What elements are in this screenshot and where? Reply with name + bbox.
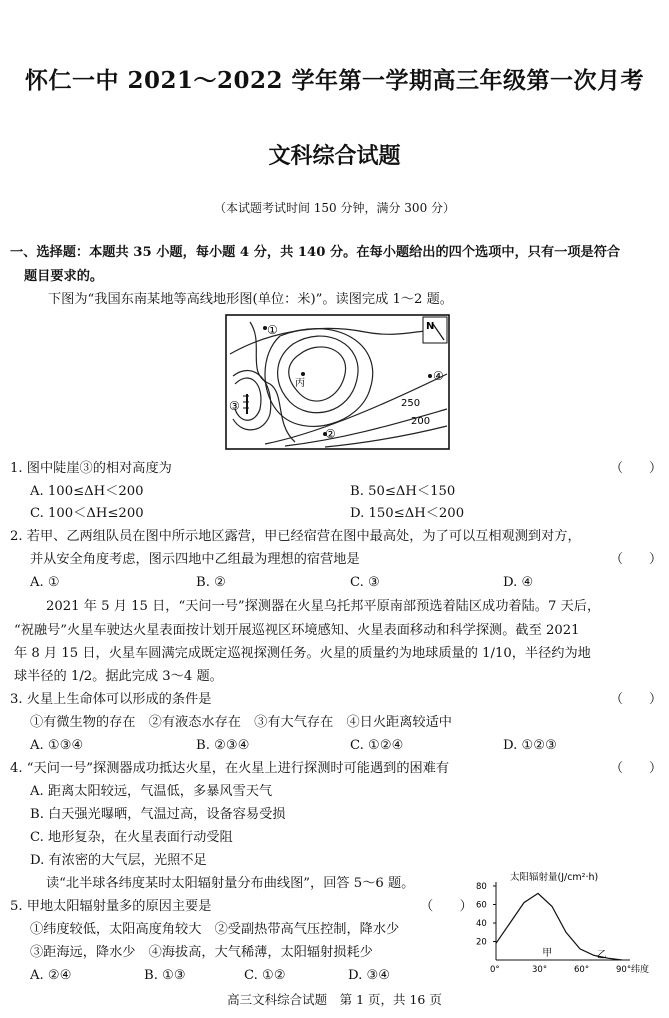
x-tick-label: 0° <box>490 965 500 975</box>
y-tick-label: 40 <box>476 919 487 929</box>
x-tick-label: 60° <box>574 965 590 975</box>
q2-option-d[interactable]: D. ④ <box>503 575 534 590</box>
x-tick-label: 90° <box>616 965 632 975</box>
y-tick-label: 60 <box>476 900 487 911</box>
peak-point <box>301 372 305 376</box>
q2-stem: 2. 若甲、乙两组队员在图中所示地区露营，甲已经宿营在图中最高处，为了可以互相观测到对方， <box>10 529 581 544</box>
q4-option-a[interactable]: A. 距离太阳较远，气温低，多暴风雪天气 <box>30 784 273 799</box>
y-tick-label: 20 <box>476 937 487 948</box>
q1-stem: 1. 图中陡崖③的相对高度为 <box>10 461 172 476</box>
site-label-1: ① <box>267 323 278 337</box>
q1-option-c[interactable]: C. 100＜ΔH≤200 <box>30 506 144 521</box>
q2-stem-cont: 并从安全角度考虑，图示四地中乙组最为理想的宿营地是 <box>30 552 360 567</box>
q5-option-b[interactable]: B. ①③ <box>144 968 186 983</box>
q4-option-c[interactable]: C. 地形复杂，在火星表面行动受阻 <box>30 830 233 845</box>
q4-option-d[interactable]: D. 有浓密的大气层，光照不足 <box>30 853 207 868</box>
q1-option-a[interactable]: A. 100≤ΔH＜200 <box>30 484 144 499</box>
q5-stem: 5. 甲地太阳辐射量多的原因主要是 <box>10 899 212 914</box>
q3-answer-bracket[interactable]: （ ） <box>610 692 663 707</box>
q3-option-b[interactable]: B. ②③④ <box>196 738 250 753</box>
chart-title: 太阳辐射量(J/cm²·h) <box>510 872 599 883</box>
q3-option-c[interactable]: C. ①②④ <box>350 738 404 753</box>
q2-answer-bracket[interactable]: （ ） <box>610 552 663 567</box>
page-footer: 高三文科综合试题 第 1 页，共 16 页 <box>227 992 442 1007</box>
q2-option-c[interactable]: C. ③ <box>350 575 380 590</box>
contour-label-250: 250 <box>401 398 421 409</box>
y-tick-label: 80 <box>476 882 487 892</box>
x-tick-label: 30° <box>532 965 548 975</box>
q1-option-d[interactable]: D. 150≤ΔH＜200 <box>350 506 465 521</box>
section-heading: 一、选择题：本题共 35 小题，每小题 4 分，共 140 分。在每小题给出的四个选项中，只有一项是符合 <box>10 245 621 260</box>
intro-5-6: 读“北半球各纬度某时太阳辐射量分布曲线图”，回答 5～6 题。 <box>46 876 415 891</box>
exam-subtitle: 文科综合试题 <box>268 143 401 169</box>
q3-stem: 3. 火星上生命体可以形成的条件是 <box>10 692 212 707</box>
point-label-yi: 乙 <box>596 950 607 961</box>
map-frame <box>226 315 449 449</box>
passage-line: 球半径的 1/2。据此完成 3～4 题。 <box>14 669 223 684</box>
point-label-jia: 甲 <box>542 948 553 959</box>
q3-option-a[interactable]: A. ①③④ <box>30 738 84 753</box>
passage-line: “祝融号”火星车驶达火星表面按计划开展巡视区环境感知、火星表面移动和科学探测。截至 2021 <box>14 623 580 638</box>
q1-option-b[interactable]: B. 50≤ΔH＜150 <box>350 484 456 499</box>
peak-label: 丙 <box>295 378 305 389</box>
q3-option-d[interactable]: D. ①②③ <box>503 738 557 753</box>
north-label: N <box>426 321 435 332</box>
section-heading-cont: 题目要求的。 <box>24 269 104 284</box>
map-intro: 下图为“我国东南某地等高线地形图(单位：米)”。读图完成 1～2 题。 <box>48 292 453 307</box>
q3-statements: ①有微生物的存在 ②有液态水存在 ③有大气存在 ④日火距离较适中 <box>30 715 452 730</box>
passage-line: 年 8 月 15 日，火星车圆满完成既定巡视探测任务。火星的质量约为地球质量的 1/10，半径约为地 <box>14 646 591 661</box>
site-label-2: ② <box>325 427 336 441</box>
q2-option-a[interactable]: A. ① <box>30 575 60 590</box>
x-axis-label: 纬度 <box>631 965 650 975</box>
q5-option-d[interactable]: D. ③④ <box>348 968 391 983</box>
contour-label-200: 200 <box>411 416 431 427</box>
exam-note: （本试题考试时间 150 分钟，满分 300 分） <box>213 201 456 215</box>
passage-line: 2021 年 5 月 15 日，“天问一号”探测器在火星乌托邦平原南部预选着陆区成功着陆。7 天后， <box>46 599 601 614</box>
q4-option-b[interactable]: B. 白天强光曝晒，气温过高，设备容易受损 <box>30 807 286 822</box>
q1-answer-bracket[interactable]: （ ） <box>610 461 663 476</box>
q5-option-a[interactable]: A. ②④ <box>30 968 72 983</box>
q5-answer-bracket[interactable]: （ ） <box>420 899 473 914</box>
site-label-4: ④ <box>433 369 444 383</box>
exam-title: 怀仁一中 2021～2022 学年第一学期高三年级第一次月考 <box>24 67 645 94</box>
q4-answer-bracket[interactable]: （ ） <box>610 761 663 776</box>
q2-option-b[interactable]: B. ② <box>196 575 226 590</box>
site-point <box>428 374 432 378</box>
q5-option-c[interactable]: C. ①② <box>244 968 286 983</box>
site-label-3: ③ <box>229 399 240 413</box>
q5-statements-2: ③距海远，降水少 ④海拔高，大气稀薄，太阳辐射损耗少 <box>30 945 373 960</box>
contour-map <box>225 314 450 450</box>
q4-stem: 4. “天问一号”探测器成功抵达火星，在火星上进行探测时可能遇到的困难有 <box>10 761 450 776</box>
q5-statements-1: ①纬度较低，太阳高度角较大 ②受副热带高气压控制，降水少 <box>30 922 400 937</box>
radiation-chart <box>470 868 662 980</box>
